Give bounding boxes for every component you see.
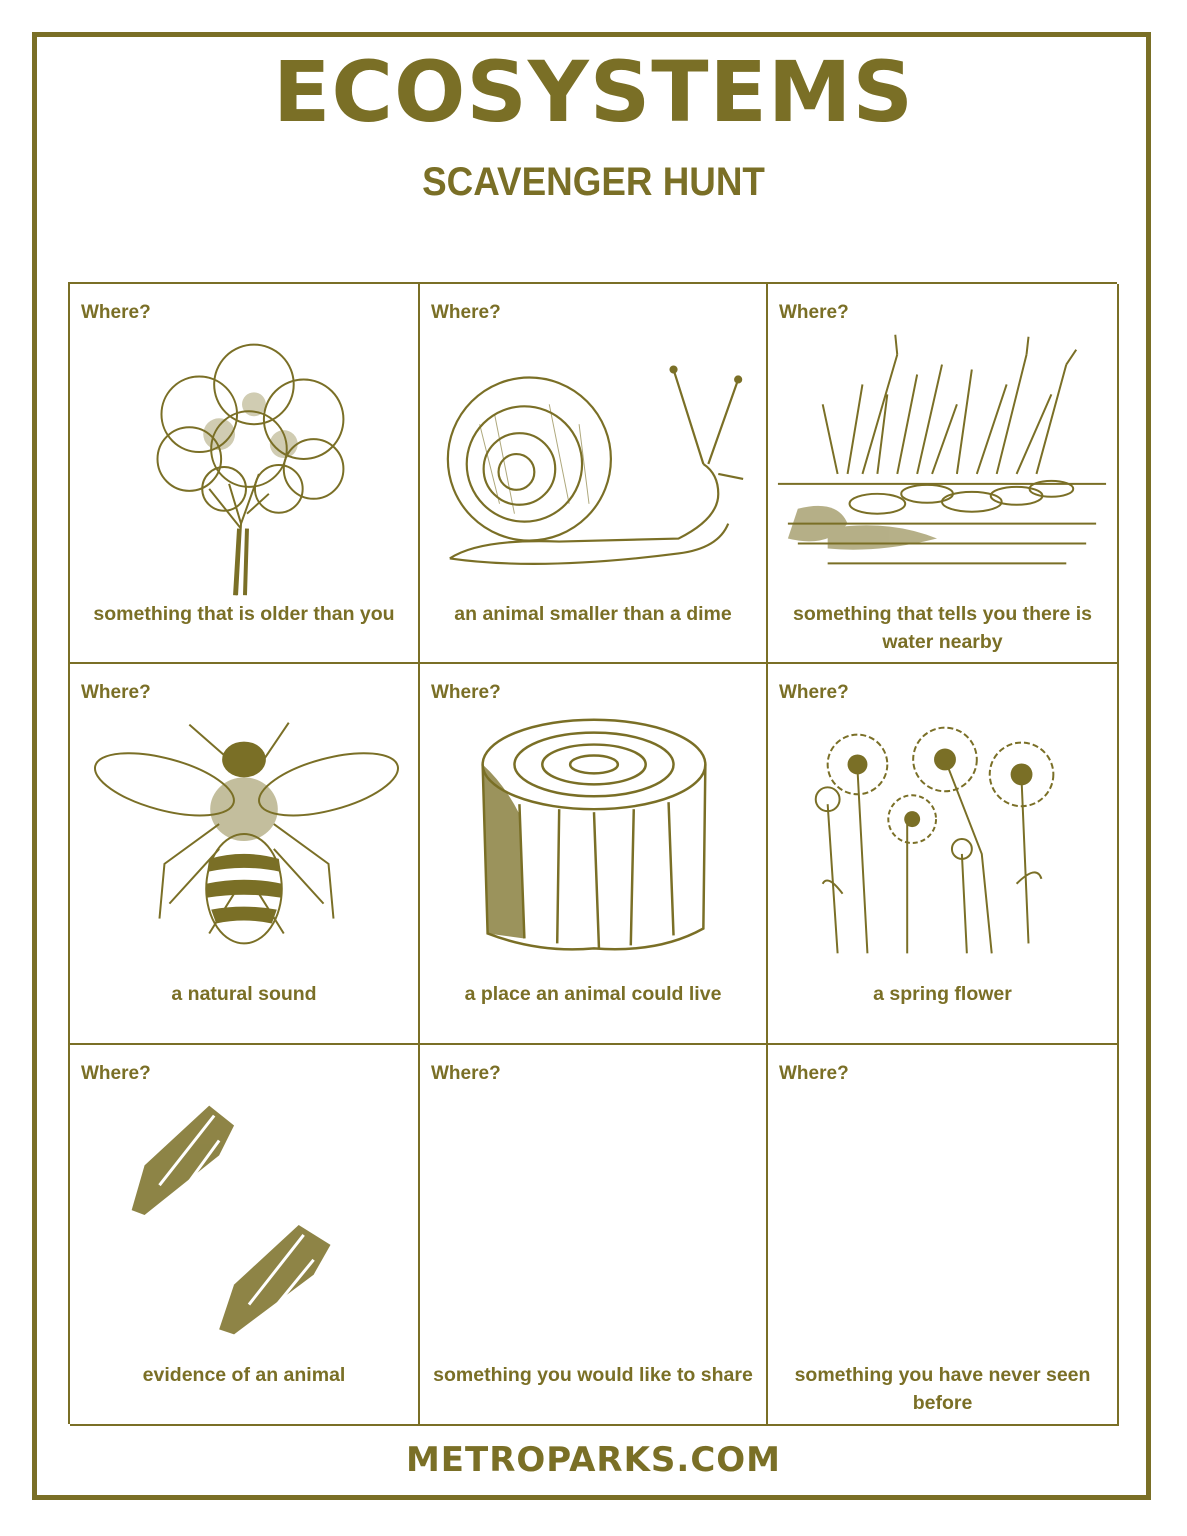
where-label: Where? bbox=[779, 302, 849, 323]
where-label: Where? bbox=[81, 302, 151, 323]
hunt-cell-never-seen bbox=[768, 1045, 1119, 1426]
hunt-cell-natural-sound bbox=[70, 664, 420, 1045]
caption: an animal smaller than a dime bbox=[454, 603, 732, 625]
page-subtitle: SCAVENGER HUNT bbox=[422, 160, 765, 204]
tree-icon bbox=[70, 324, 418, 599]
snail-icon bbox=[420, 324, 766, 599]
where-label: Where? bbox=[81, 682, 151, 703]
hunt-cell-water-nearby bbox=[768, 284, 1119, 664]
hunt-cell-smaller-than-dime bbox=[420, 284, 768, 664]
caption: evidence of an animal bbox=[142, 1364, 346, 1386]
hunt-cell-older-than-you bbox=[70, 284, 420, 664]
where-label: Where? bbox=[431, 682, 501, 703]
where-label: Where? bbox=[779, 682, 849, 703]
website-link[interactable]: METROPARKS.COM bbox=[405, 1440, 782, 1480]
caption: a spring flower bbox=[873, 983, 1012, 1005]
page-title: ECOSYSTEMS bbox=[272, 43, 915, 141]
where-label: Where? bbox=[81, 1063, 151, 1084]
where-label: Where? bbox=[431, 302, 501, 323]
stump-icon bbox=[420, 704, 766, 979]
hunt-grid bbox=[68, 282, 1117, 1424]
caption: something you would like to share bbox=[433, 1364, 753, 1386]
caption: something that tells you there is water nearby bbox=[792, 603, 1093, 653]
hunt-cell-like-to-share bbox=[420, 1045, 768, 1426]
where-label: Where? bbox=[431, 1063, 501, 1084]
caption: a natural sound bbox=[171, 983, 317, 1005]
flowers-icon bbox=[768, 704, 1117, 979]
hunt-cell-animal-home bbox=[420, 664, 768, 1045]
bee-icon bbox=[70, 704, 418, 979]
caption: a place an animal could live bbox=[464, 983, 722, 1005]
where-label: Where? bbox=[779, 1063, 849, 1084]
hunt-cell-spring-flower bbox=[768, 664, 1119, 1045]
caption: something you have never seen before bbox=[794, 1364, 1091, 1414]
pond-icon bbox=[768, 324, 1117, 599]
hunt-cell-animal-evidence bbox=[70, 1045, 420, 1426]
footprints-icon bbox=[70, 1085, 418, 1360]
caption: something that is older than you bbox=[93, 603, 395, 625]
